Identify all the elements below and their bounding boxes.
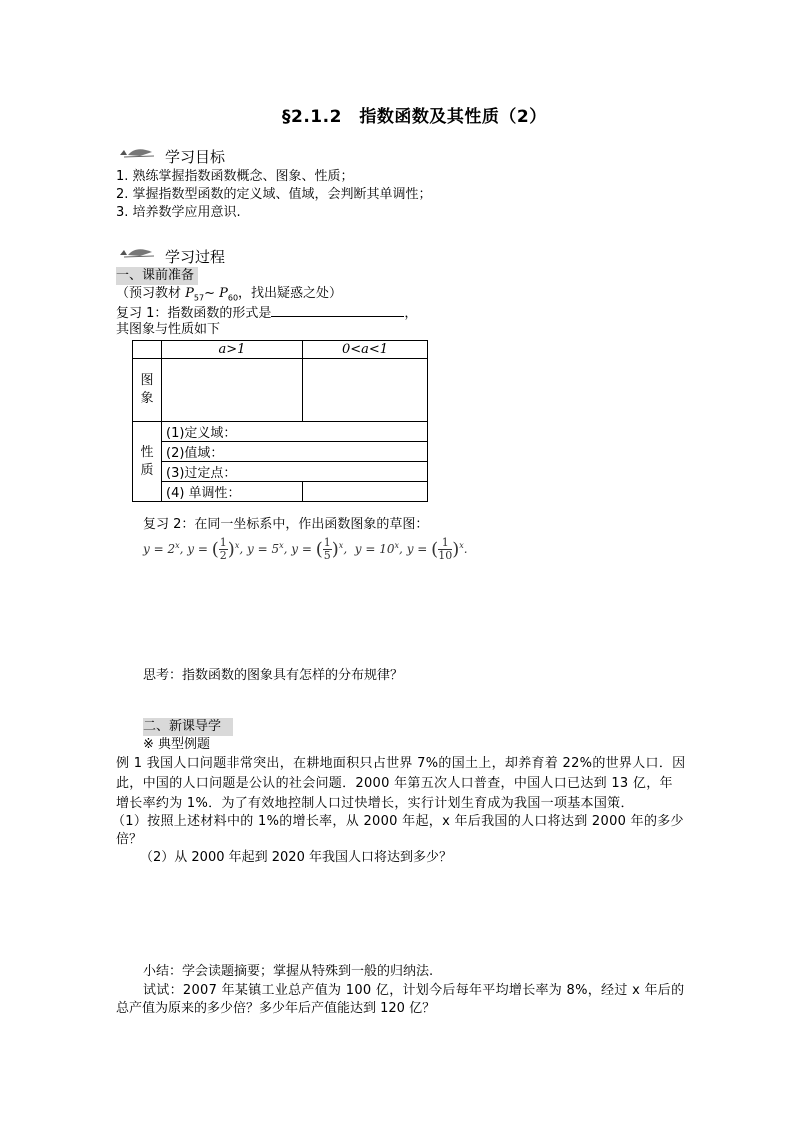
preview-note: （预习教材 $P_{57}\sim$ $P_{60}$，找出疑惑之处）	[116, 286, 343, 303]
prop-monotonicity: (4) 单调性：	[162, 482, 303, 502]
think-question: 思考：指数函数的图象具有怎样的分布规律？	[143, 668, 404, 683]
example-question-2: （2）从 2000 年起到 2020 年我国人口将达到多少？	[140, 850, 452, 865]
example-line: 此，中国的人口问题是公认的社会问题．2000 年第五次人口普查，中国人口已达到 13 亿，年	[116, 776, 673, 791]
summary: 小结：学会读题摘要；掌握从特殊到一般的归纳法.	[143, 964, 434, 979]
example-question-1: （1）按照上述材料中的 1%的增长率，从 2000 年起，x 年后我国的人口将达到 2000 年的多少	[112, 814, 684, 829]
part1-heading: 一、课前准备	[116, 267, 198, 285]
page-title: §2.1.2 指数函数及其性质（2）	[282, 107, 547, 127]
review2-text: 复习 2：在同一坐标系中，作出函数图象的草图：	[143, 517, 429, 532]
goal-item: 2. 掌握指数型函数的定义域、值域，会判断其单调性；	[116, 187, 432, 202]
row-label-properties: 性 质	[133, 422, 162, 502]
answer-blank[interactable]	[271, 304, 404, 317]
row-label-graph: 图 象	[133, 359, 162, 422]
pen-icon	[118, 146, 158, 160]
prop-monotonicity-cell[interactable]	[303, 482, 428, 502]
prop-range: (2)值域：	[162, 442, 428, 462]
function-list: $y = 2^x$, y = ( $\frac{1}{2}$ )$^x$, $y = 5^x$, y = ( $\frac{1}{5}$ )$^x$, $y = 10^x$, y = ( $\frac{1}{10}$ )$^x$.	[143, 536, 468, 562]
prop-domain: (1)定义域：	[162, 422, 428, 442]
typical-examples-heading: ※ 典型例题	[143, 737, 211, 752]
process-heading: 学习过程	[165, 248, 226, 266]
prop-fixed-point: (3)过定点：	[162, 462, 428, 482]
goal-item: 1. 熟练掌握指数函数概念、图象、性质；	[116, 169, 354, 184]
example-question-1-cont: 倍？	[116, 832, 143, 847]
trial-line: 总产值为原来的多少倍？多少年后产值能达到 120 亿？	[116, 1001, 436, 1016]
review1-line2: 其图象与性质如下	[116, 322, 221, 337]
property-table	[132, 340, 428, 502]
goal-item: 3. 培养数学应用意识.	[116, 205, 241, 220]
part2-heading: 二、新课导学	[143, 718, 233, 736]
pen-icon	[118, 246, 158, 260]
graph-cell-a-gt-1[interactable]	[162, 359, 303, 422]
graph-cell-a-lt-1[interactable]	[303, 359, 428, 422]
col-a-gt-1: a>1	[162, 341, 303, 359]
trial-line: 试试：2007 年某镇工业总产值为 100 亿，计划今后每年平均增长率为 8%，经过 x 年后的	[143, 983, 685, 998]
review1: 复习 1：指数函数的形式是 ，	[116, 306, 418, 321]
col-a-lt-1: 0<a<1	[303, 341, 428, 359]
example-line: 例 1 我国人口问题非常突出，在耕地面积只占世界 7%的国土上，却养育着 22%的世界人口．因	[116, 756, 686, 771]
goals-heading: 学习目标	[165, 148, 226, 166]
example-line: 增长率约为 1%．为了有效地控制人口过快增长，实行计划生育成为我国一项基本国策．	[116, 796, 634, 811]
